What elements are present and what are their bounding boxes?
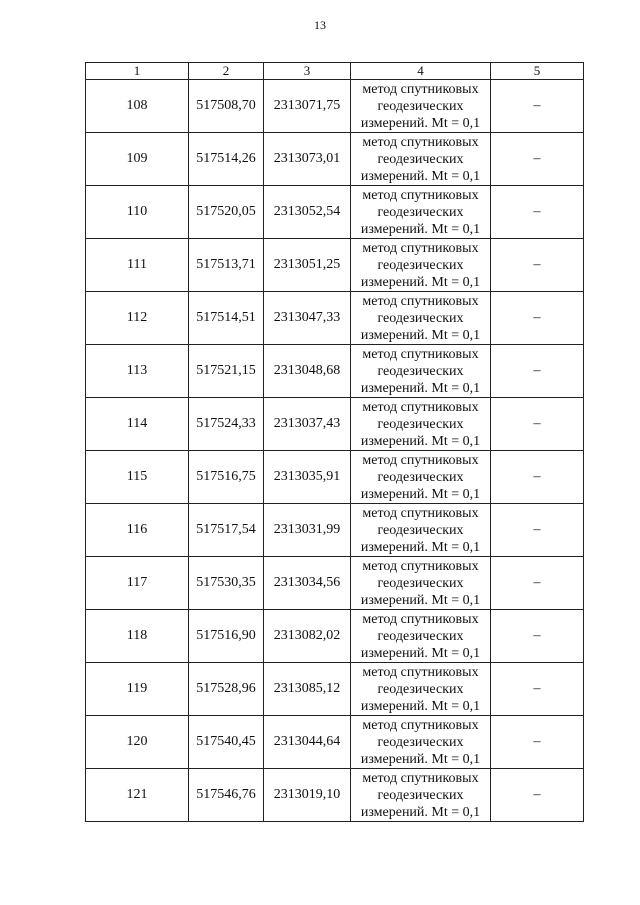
- point-number-cell: 120: [86, 716, 189, 769]
- table-row: [86, 504, 584, 557]
- method-cell: [351, 398, 491, 451]
- method-line: измерений. Mt = 0,1: [360, 433, 481, 449]
- method-line: метод спутниковых: [362, 399, 479, 415]
- method-line: измерений. Mt = 0,1: [360, 751, 481, 767]
- method-line: геодезических: [377, 734, 464, 750]
- method-line: измерений. Mt = 0,1: [360, 274, 481, 290]
- y-coordinate-cell: 2313037,43: [264, 398, 351, 451]
- y-coordinate-cell: 2313019,10: [264, 769, 351, 822]
- x-coordinate-cell: 517508,70: [189, 80, 264, 133]
- method-line: измерений. Mt = 0,1: [360, 486, 481, 502]
- method-line: измерений. Mt = 0,1: [360, 380, 481, 396]
- header-col-5: 5: [491, 63, 584, 80]
- method-cell: [351, 186, 491, 239]
- header-col-2: 2: [189, 63, 264, 80]
- method-cell: [351, 504, 491, 557]
- coordinates-table: [85, 62, 584, 822]
- table-row: [86, 610, 584, 663]
- point-number-cell: 111: [86, 239, 189, 292]
- method-line: измерений. Mt = 0,1: [360, 804, 481, 820]
- point-number-cell: 109: [86, 133, 189, 186]
- method-line: метод спутниковых: [362, 187, 479, 203]
- note-cell: –: [491, 398, 584, 451]
- table-row: [86, 186, 584, 239]
- method-line: метод спутниковых: [362, 240, 479, 256]
- method-cell: [351, 292, 491, 345]
- y-coordinate-cell: 2313048,68: [264, 345, 351, 398]
- header-row: [86, 63, 584, 80]
- x-coordinate-cell: 517514,51: [189, 292, 264, 345]
- table-row: [86, 769, 584, 822]
- y-coordinate-cell: 2313035,91: [264, 451, 351, 504]
- table-row: [86, 292, 584, 345]
- method-line: геодезических: [377, 363, 464, 379]
- table-row: [86, 557, 584, 610]
- table-body: [86, 80, 584, 822]
- x-coordinate-cell: 517530,35: [189, 557, 264, 610]
- method-line: измерений. Mt = 0,1: [360, 592, 481, 608]
- method-line: измерений. Mt = 0,1: [360, 115, 481, 131]
- x-coordinate-cell: 517524,33: [189, 398, 264, 451]
- y-coordinate-cell: 2313034,56: [264, 557, 351, 610]
- table-row: [86, 80, 584, 133]
- point-number-cell: 114: [86, 398, 189, 451]
- method-cell: [351, 610, 491, 663]
- method-line: геодезических: [377, 98, 464, 114]
- method-cell: [351, 133, 491, 186]
- y-coordinate-cell: 2313073,01: [264, 133, 351, 186]
- table-row: [86, 716, 584, 769]
- table-row: [86, 239, 584, 292]
- method-cell: [351, 663, 491, 716]
- note-cell: –: [491, 451, 584, 504]
- note-cell: –: [491, 663, 584, 716]
- method-line: метод спутниковых: [362, 770, 479, 786]
- note-cell: –: [491, 80, 584, 133]
- x-coordinate-cell: 517516,90: [189, 610, 264, 663]
- note-cell: –: [491, 610, 584, 663]
- point-number-cell: 113: [86, 345, 189, 398]
- point-number-cell: 108: [86, 80, 189, 133]
- method-cell: [351, 769, 491, 822]
- note-cell: –: [491, 186, 584, 239]
- x-coordinate-cell: 517514,26: [189, 133, 264, 186]
- method-line: метод спутниковых: [362, 293, 479, 309]
- method-line: метод спутниковых: [362, 558, 479, 574]
- method-line: метод спутниковых: [362, 134, 479, 150]
- method-cell: [351, 716, 491, 769]
- method-line: геодезических: [377, 416, 464, 432]
- x-coordinate-cell: 517516,75: [189, 451, 264, 504]
- method-line: измерений. Mt = 0,1: [360, 539, 481, 555]
- method-line: геодезических: [377, 310, 464, 326]
- method-cell: [351, 80, 491, 133]
- table-row: [86, 663, 584, 716]
- y-coordinate-cell: 2313031,99: [264, 504, 351, 557]
- note-cell: –: [491, 557, 584, 610]
- page-number: 13: [314, 18, 326, 32]
- x-coordinate-cell: 517521,15: [189, 345, 264, 398]
- note-cell: –: [491, 239, 584, 292]
- point-number-cell: 116: [86, 504, 189, 557]
- method-line: геодезических: [377, 575, 464, 591]
- x-coordinate-cell: 517513,71: [189, 239, 264, 292]
- y-coordinate-cell: 2313044,64: [264, 716, 351, 769]
- note-cell: –: [491, 504, 584, 557]
- method-line: измерений. Mt = 0,1: [360, 327, 481, 343]
- method-line: геодезических: [377, 151, 464, 167]
- table-row: [86, 345, 584, 398]
- note-cell: –: [491, 292, 584, 345]
- note-cell: –: [491, 716, 584, 769]
- point-number-cell: 110: [86, 186, 189, 239]
- method-line: измерений. Mt = 0,1: [360, 168, 481, 184]
- method-line: метод спутниковых: [362, 717, 479, 733]
- method-line: геодезических: [377, 204, 464, 220]
- method-cell: [351, 451, 491, 504]
- point-number-cell: 112: [86, 292, 189, 345]
- method-line: метод спутниковых: [362, 452, 479, 468]
- method-line: метод спутниковых: [362, 346, 479, 362]
- table-row: [86, 451, 584, 504]
- y-coordinate-cell: 2313051,25: [264, 239, 351, 292]
- method-line: геодезических: [377, 257, 464, 273]
- method-cell: [351, 557, 491, 610]
- x-coordinate-cell: 517528,96: [189, 663, 264, 716]
- method-line: измерений. Mt = 0,1: [360, 221, 481, 237]
- note-cell: –: [491, 345, 584, 398]
- header-col-1: 1: [86, 63, 189, 80]
- method-line: геодезических: [377, 681, 464, 697]
- method-line: геодезических: [377, 628, 464, 644]
- y-coordinate-cell: 2313047,33: [264, 292, 351, 345]
- point-number-cell: 119: [86, 663, 189, 716]
- note-cell: –: [491, 769, 584, 822]
- method-line: метод спутниковых: [362, 664, 479, 680]
- x-coordinate-cell: 517517,54: [189, 504, 264, 557]
- table-row: [86, 133, 584, 186]
- method-cell: [351, 239, 491, 292]
- method-line: геодезических: [377, 469, 464, 485]
- y-coordinate-cell: 2313082,02: [264, 610, 351, 663]
- table-row: [86, 398, 584, 451]
- y-coordinate-cell: 2313071,75: [264, 80, 351, 133]
- point-number-cell: 118: [86, 610, 189, 663]
- y-coordinate-cell: 2313085,12: [264, 663, 351, 716]
- method-cell: [351, 345, 491, 398]
- header-col-3: 3: [264, 63, 351, 80]
- method-line: геодезических: [377, 787, 464, 803]
- x-coordinate-cell: 517540,45: [189, 716, 264, 769]
- method-line: метод спутниковых: [362, 505, 479, 521]
- method-line: геодезических: [377, 522, 464, 538]
- x-coordinate-cell: 517546,76: [189, 769, 264, 822]
- header-col-4: 4: [351, 63, 491, 80]
- method-line: измерений. Mt = 0,1: [360, 645, 481, 661]
- method-line: метод спутниковых: [362, 611, 479, 627]
- point-number-cell: 121: [86, 769, 189, 822]
- method-line: измерений. Mt = 0,1: [360, 698, 481, 714]
- point-number-cell: 115: [86, 451, 189, 504]
- method-line: метод спутниковых: [362, 81, 479, 97]
- x-coordinate-cell: 517520,05: [189, 186, 264, 239]
- y-coordinate-cell: 2313052,54: [264, 186, 351, 239]
- note-cell: –: [491, 133, 584, 186]
- point-number-cell: 117: [86, 557, 189, 610]
